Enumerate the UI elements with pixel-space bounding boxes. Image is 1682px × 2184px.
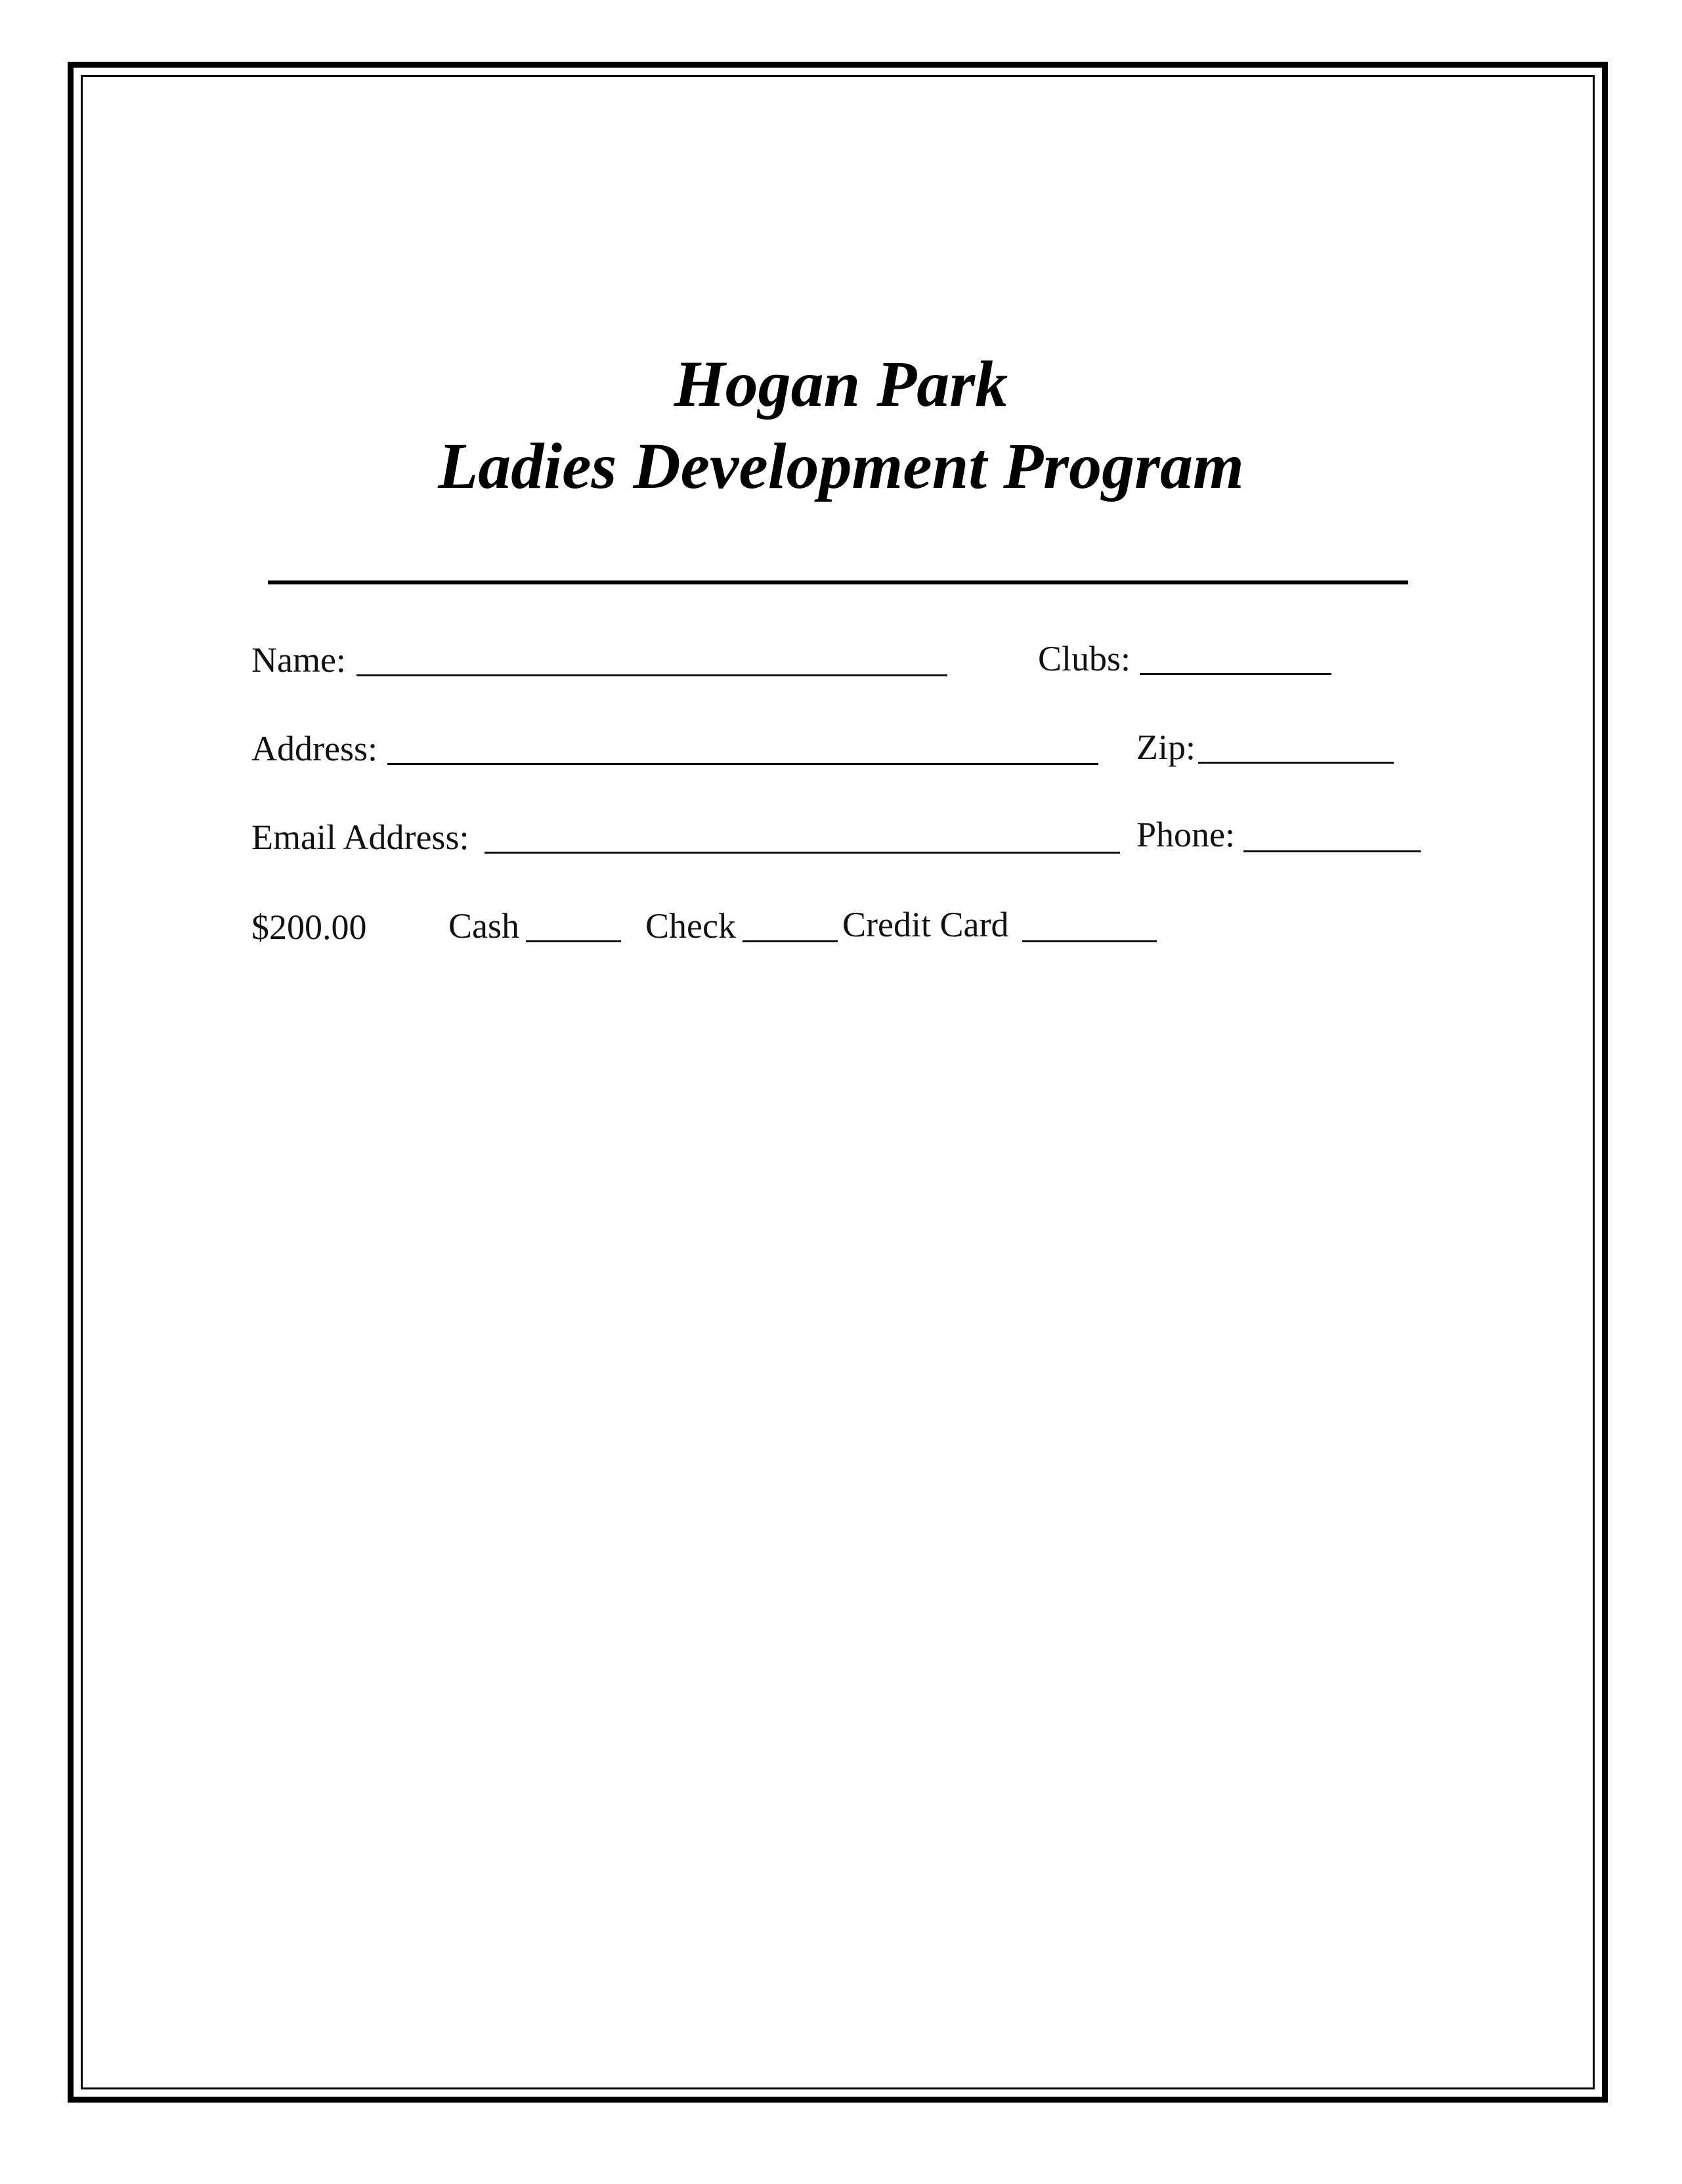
- zip-field[interactable]: [1198, 762, 1394, 764]
- email-label: Email Address:: [251, 818, 469, 857]
- cash-field[interactable]: [526, 940, 621, 942]
- address-label: Address:: [251, 729, 377, 768]
- clubs-field[interactable]: [1140, 673, 1331, 675]
- name-field[interactable]: [356, 674, 947, 676]
- check-label: Check: [645, 906, 736, 946]
- zip-label: Zip:: [1136, 728, 1196, 767]
- phone-label: Phone:: [1136, 815, 1236, 854]
- email-field[interactable]: [485, 852, 1120, 854]
- cash-label: Cash: [448, 906, 519, 946]
- clubs-label: Clubs:: [1038, 639, 1131, 678]
- title-line-2: Ladies Development Program: [438, 429, 1244, 502]
- title-line-1: Hogan Park: [674, 347, 1008, 420]
- address-field[interactable]: [387, 763, 1098, 765]
- credit-card-label: Credit Card: [842, 905, 1009, 944]
- title-divider: [268, 580, 1408, 584]
- check-field[interactable]: [743, 940, 838, 942]
- credit-card-field[interactable]: [1022, 940, 1157, 942]
- name-label: Name:: [251, 640, 346, 680]
- phone-field[interactable]: [1243, 850, 1421, 852]
- fee-amount: $200.00: [251, 907, 367, 947]
